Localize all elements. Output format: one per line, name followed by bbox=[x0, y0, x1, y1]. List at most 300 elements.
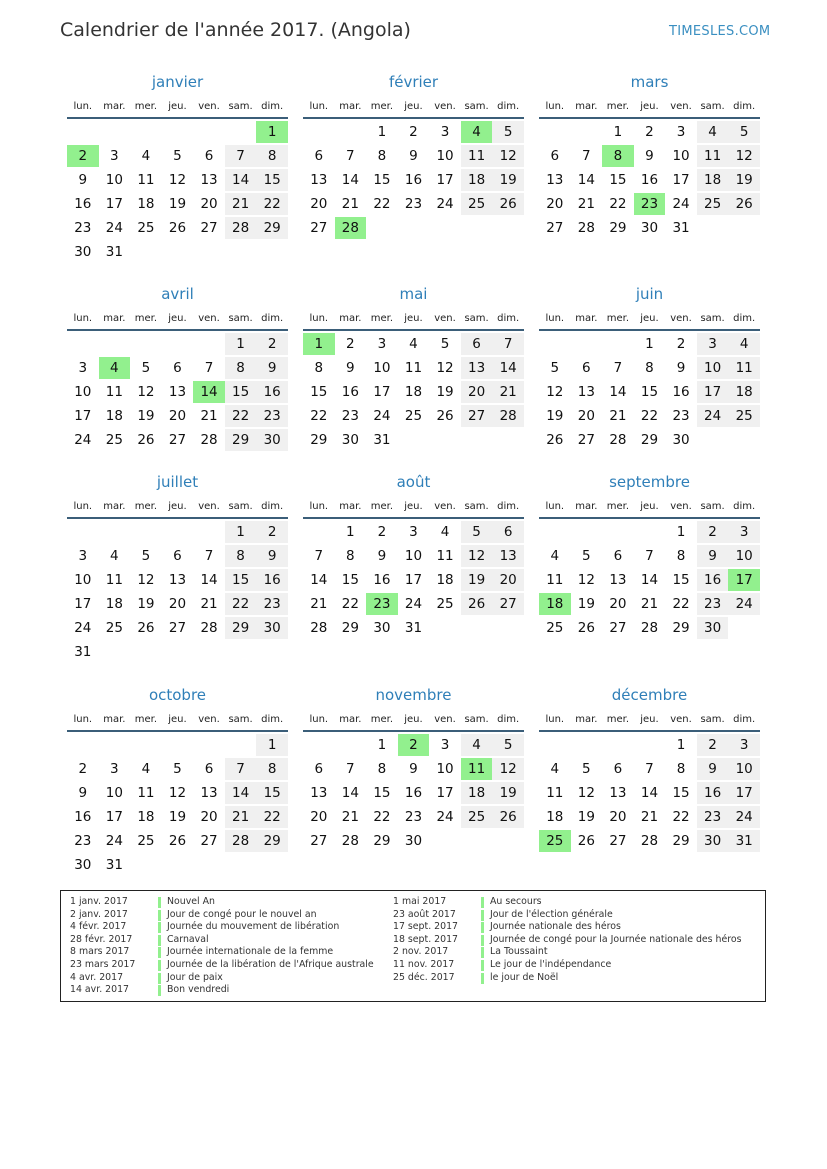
day-cell[interactable]: 12 bbox=[577, 785, 595, 801]
day-cell[interactable]: 15 bbox=[640, 384, 659, 400]
day-cell[interactable]: 29 bbox=[225, 429, 257, 451]
day-cell[interactable]: 2 bbox=[697, 521, 729, 543]
day-cell[interactable]: 19 bbox=[137, 408, 155, 424]
day-cell[interactable]: 26 bbox=[461, 593, 493, 615]
day-cell[interactable]: 16 bbox=[341, 384, 359, 400]
day-cell[interactable]: 15 bbox=[310, 384, 328, 400]
day-cell[interactable]: 19 bbox=[577, 596, 595, 612]
day-cell[interactable]: 15 bbox=[672, 572, 690, 588]
day-cell[interactable]: 3 bbox=[440, 737, 450, 753]
day-cell[interactable]: 24 bbox=[697, 405, 729, 427]
day-cell[interactable]: 31 bbox=[728, 830, 760, 852]
day-cell[interactable]: 12 bbox=[577, 572, 595, 588]
day-cell[interactable]: 2 bbox=[697, 734, 729, 756]
day-cell[interactable]: 17 bbox=[404, 572, 423, 588]
day-cell[interactable]: 21 bbox=[341, 196, 359, 212]
day-cell[interactable]: 8 bbox=[377, 148, 387, 164]
day-cell[interactable]: 5 bbox=[173, 761, 182, 777]
day-cell[interactable]: 26 bbox=[436, 408, 454, 424]
day-cell[interactable]: 22 bbox=[373, 809, 391, 825]
day-cell[interactable]: 2 bbox=[78, 761, 88, 777]
day-cell[interactable]: 11 bbox=[461, 145, 493, 167]
day-cell[interactable]: 24 bbox=[436, 196, 454, 212]
day-cell[interactable]: 8 bbox=[225, 545, 257, 567]
day-cell[interactable]: 3 bbox=[110, 148, 119, 164]
day-cell[interactable]: 2 bbox=[409, 124, 418, 140]
day-cell[interactable]: 9 bbox=[78, 785, 88, 801]
day-cell[interactable]: 5 bbox=[582, 548, 591, 564]
day-cell[interactable]: 18 bbox=[697, 169, 729, 191]
day-cell[interactable]: 4 bbox=[141, 761, 151, 777]
day-cell[interactable]: 27 bbox=[310, 220, 328, 236]
day-cell[interactable]: 28 bbox=[640, 620, 659, 636]
day-cell[interactable]: 13 bbox=[200, 785, 218, 801]
day-cell[interactable]: 22 bbox=[341, 596, 359, 612]
day-cell[interactable]: 27 bbox=[200, 220, 218, 236]
day-cell[interactable]: 10 bbox=[373, 360, 391, 376]
day-cell[interactable]: 9 bbox=[409, 761, 418, 777]
day-cell[interactable]: 17 bbox=[697, 381, 729, 403]
day-cell[interactable]: 10 bbox=[404, 548, 423, 564]
day-cell[interactable]: 26 bbox=[168, 220, 187, 236]
day-cell[interactable]: 29 bbox=[640, 432, 659, 448]
day-cell[interactable]: 27 bbox=[168, 620, 187, 636]
day-cell[interactable]: 7 bbox=[346, 761, 355, 777]
day-cell[interactable]: 13 bbox=[577, 384, 595, 400]
day-cell[interactable]: 26 bbox=[137, 432, 155, 448]
day-cell[interactable]: 14 bbox=[200, 572, 218, 588]
day-cell[interactable]: 10 bbox=[74, 384, 92, 400]
day-cell[interactable]: 5 bbox=[141, 548, 151, 564]
day-cell[interactable]: 20 bbox=[200, 809, 218, 825]
day-cell[interactable]: 19 bbox=[168, 196, 187, 212]
day-cell[interactable]: 7 bbox=[346, 148, 355, 164]
day-cell[interactable]: 5 bbox=[461, 521, 493, 543]
day-cell[interactable]: 19 bbox=[436, 384, 454, 400]
day-cell[interactable]: 27 bbox=[168, 432, 187, 448]
day-cell[interactable]: 25 bbox=[105, 620, 123, 636]
day-cell[interactable]: 6 bbox=[582, 360, 591, 376]
day-cell[interactable]: 10 bbox=[436, 148, 454, 164]
day-cell[interactable]: 10 bbox=[436, 761, 454, 777]
day-cell[interactable]: 4 bbox=[697, 121, 729, 143]
day-cell[interactable]: 28 bbox=[577, 220, 595, 236]
day-cell[interactable]: 12 bbox=[436, 360, 454, 376]
day-cell[interactable]: 17 bbox=[105, 809, 123, 825]
day-cell[interactable]: 26 bbox=[577, 620, 595, 636]
day-cell[interactable]: 25 bbox=[728, 405, 760, 427]
day-cell[interactable]: 16 bbox=[74, 196, 92, 212]
day-cell[interactable]: 21 bbox=[200, 596, 218, 612]
day-cell[interactable]: 1 bbox=[256, 121, 288, 143]
day-cell[interactable]: 14 bbox=[609, 384, 627, 400]
day-cell[interactable]: 26 bbox=[168, 833, 187, 849]
day-cell[interactable]: 6 bbox=[461, 333, 493, 355]
day-cell[interactable]: 31 bbox=[74, 644, 92, 660]
day-cell[interactable]: 18 bbox=[461, 169, 493, 191]
day-cell[interactable]: 5 bbox=[173, 148, 182, 164]
day-cell[interactable]: 3 bbox=[409, 524, 418, 540]
day-cell[interactable]: 12 bbox=[461, 545, 493, 567]
day-cell[interactable]: 11 bbox=[697, 145, 729, 167]
day-cell[interactable]: 23 bbox=[256, 405, 288, 427]
day-cell[interactable]: 17 bbox=[728, 782, 760, 804]
day-cell[interactable]: 28 bbox=[640, 833, 659, 849]
day-cell[interactable]: 21 bbox=[609, 408, 627, 424]
day-cell[interactable]: 30 bbox=[74, 244, 92, 260]
day-cell[interactable]: 28 bbox=[310, 620, 328, 636]
day-cell[interactable]: 3 bbox=[676, 124, 686, 140]
day-cell[interactable]: 31 bbox=[672, 220, 690, 236]
day-cell[interactable]: 4 bbox=[110, 548, 119, 564]
day-cell[interactable]: 30 bbox=[256, 617, 288, 639]
day-cell[interactable]: 15 bbox=[341, 572, 359, 588]
day-cell[interactable]: 10 bbox=[105, 785, 123, 801]
day-cell[interactable]: 30 bbox=[373, 620, 391, 636]
day-cell[interactable]: 24 bbox=[404, 596, 423, 612]
day-cell[interactable]: 1 bbox=[676, 737, 686, 753]
day-cell[interactable]: 29 bbox=[609, 220, 627, 236]
day-cell[interactable]: 7 bbox=[492, 333, 524, 355]
day-cell[interactable]: 9 bbox=[645, 148, 654, 164]
day-cell[interactable]: 28 bbox=[335, 217, 367, 239]
day-cell[interactable]: 1 bbox=[377, 124, 387, 140]
day-cell[interactable]: 17 bbox=[672, 172, 690, 188]
day-cell[interactable]: 13 bbox=[609, 785, 627, 801]
day-cell[interactable]: 13 bbox=[310, 785, 328, 801]
day-cell[interactable]: 8 bbox=[256, 145, 288, 167]
day-cell[interactable]: 9 bbox=[377, 548, 387, 564]
day-cell[interactable]: 20 bbox=[546, 196, 564, 212]
day-cell[interactable]: 22 bbox=[672, 809, 690, 825]
day-cell[interactable]: 7 bbox=[314, 548, 324, 564]
day-cell[interactable]: 15 bbox=[609, 172, 627, 188]
day-cell[interactable]: 12 bbox=[137, 572, 155, 588]
day-cell[interactable]: 15 bbox=[225, 569, 257, 591]
day-cell[interactable]: 8 bbox=[314, 360, 324, 376]
day-cell[interactable]: 4 bbox=[461, 734, 493, 756]
day-cell[interactable]: 25 bbox=[404, 408, 423, 424]
day-cell[interactable]: 2 bbox=[67, 145, 99, 167]
day-cell[interactable]: 16 bbox=[256, 569, 288, 591]
day-cell[interactable]: 23 bbox=[697, 593, 729, 615]
day-cell[interactable]: 12 bbox=[137, 384, 155, 400]
day-cell[interactable]: 25 bbox=[436, 596, 454, 612]
day-cell[interactable]: 27 bbox=[461, 405, 493, 427]
day-cell[interactable]: 5 bbox=[492, 734, 524, 756]
day-cell[interactable]: 11 bbox=[105, 384, 123, 400]
day-cell[interactable]: 26 bbox=[728, 193, 760, 215]
day-cell[interactable]: 22 bbox=[640, 408, 659, 424]
day-cell[interactable]: 6 bbox=[613, 761, 623, 777]
day-cell[interactable]: 22 bbox=[373, 196, 391, 212]
day-cell[interactable]: 2 bbox=[645, 124, 654, 140]
day-cell[interactable]: 4 bbox=[728, 333, 760, 355]
day-cell[interactable]: 8 bbox=[256, 758, 288, 780]
day-cell[interactable]: 22 bbox=[609, 196, 627, 212]
day-cell[interactable]: 1 bbox=[225, 333, 257, 355]
day-cell[interactable]: 5 bbox=[550, 360, 560, 376]
day-cell[interactable]: 18 bbox=[461, 782, 493, 804]
day-cell[interactable]: 20 bbox=[577, 408, 595, 424]
day-cell[interactable]: 23 bbox=[404, 809, 423, 825]
day-cell[interactable]: 15 bbox=[256, 782, 288, 804]
day-cell[interactable]: 10 bbox=[105, 172, 123, 188]
day-cell[interactable]: 13 bbox=[461, 357, 493, 379]
day-cell[interactable]: 13 bbox=[310, 172, 328, 188]
day-cell[interactable]: 18 bbox=[105, 596, 123, 612]
day-cell[interactable]: 24 bbox=[728, 593, 760, 615]
day-cell[interactable]: 27 bbox=[577, 432, 595, 448]
day-cell[interactable]: 22 bbox=[256, 806, 288, 828]
day-cell[interactable]: 27 bbox=[609, 620, 627, 636]
day-cell[interactable]: 3 bbox=[78, 548, 88, 564]
day-cell[interactable]: 21 bbox=[225, 806, 257, 828]
day-cell[interactable]: 20 bbox=[609, 596, 627, 612]
day-cell[interactable]: 6 bbox=[492, 521, 524, 543]
day-cell[interactable]: 21 bbox=[577, 196, 595, 212]
day-cell[interactable]: 24 bbox=[74, 620, 92, 636]
day-cell[interactable]: 2 bbox=[346, 336, 355, 352]
day-cell[interactable]: 25 bbox=[105, 432, 123, 448]
day-cell[interactable]: 30 bbox=[672, 432, 690, 448]
day-cell[interactable]: 4 bbox=[141, 148, 151, 164]
day-cell[interactable]: 17 bbox=[74, 408, 92, 424]
day-cell[interactable]: 18 bbox=[137, 809, 155, 825]
day-cell[interactable]: 17 bbox=[373, 384, 391, 400]
day-cell[interactable]: 14 bbox=[640, 785, 659, 801]
day-cell[interactable]: 18 bbox=[404, 384, 423, 400]
day-cell[interactable]: 29 bbox=[256, 830, 288, 852]
day-cell[interactable]: 25 bbox=[137, 220, 155, 236]
day-cell[interactable]: 30 bbox=[640, 220, 659, 236]
day-cell[interactable]: 23 bbox=[256, 593, 288, 615]
day-cell[interactable]: 8 bbox=[676, 761, 686, 777]
day-cell[interactable]: 23 bbox=[404, 196, 423, 212]
day-cell[interactable]: 22 bbox=[225, 593, 257, 615]
day-cell[interactable]: 16 bbox=[256, 381, 288, 403]
day-cell[interactable]: 5 bbox=[141, 360, 151, 376]
day-cell[interactable]: 15 bbox=[373, 785, 391, 801]
day-cell[interactable]: 13 bbox=[492, 545, 524, 567]
day-cell[interactable]: 19 bbox=[168, 809, 187, 825]
day-cell[interactable]: 30 bbox=[74, 857, 92, 873]
day-cell[interactable]: 24 bbox=[436, 809, 454, 825]
day-cell[interactable]: 9 bbox=[78, 172, 88, 188]
day-cell[interactable]: 7 bbox=[645, 548, 654, 564]
day-cell[interactable]: 6 bbox=[204, 761, 214, 777]
day-cell[interactable]: 5 bbox=[492, 121, 524, 143]
day-cell[interactable]: 18 bbox=[546, 809, 564, 825]
day-cell[interactable]: 4 bbox=[550, 548, 560, 564]
day-cell[interactable]: 21 bbox=[310, 596, 328, 612]
day-cell[interactable]: 2 bbox=[256, 333, 288, 355]
day-cell[interactable]: 12 bbox=[168, 172, 187, 188]
day-cell[interactable]: 12 bbox=[168, 785, 187, 801]
day-cell[interactable]: 6 bbox=[550, 148, 560, 164]
day-cell[interactable]: 22 bbox=[256, 193, 288, 215]
day-cell[interactable]: 10 bbox=[697, 357, 729, 379]
day-cell[interactable]: 11 bbox=[546, 572, 564, 588]
day-cell[interactable]: 4 bbox=[461, 121, 493, 143]
day-cell[interactable]: 1 bbox=[613, 124, 623, 140]
day-cell[interactable]: 14 bbox=[341, 172, 359, 188]
day-cell[interactable]: 14 bbox=[492, 357, 524, 379]
day-cell[interactable]: 14 bbox=[310, 572, 328, 588]
day-cell[interactable]: 5 bbox=[582, 761, 591, 777]
day-cell[interactable]: 9 bbox=[697, 545, 729, 567]
day-cell[interactable]: 26 bbox=[137, 620, 155, 636]
day-cell[interactable]: 16 bbox=[74, 809, 92, 825]
day-cell[interactable]: 14 bbox=[193, 381, 225, 403]
day-cell[interactable]: 23 bbox=[74, 220, 92, 236]
day-cell[interactable]: 4 bbox=[440, 524, 450, 540]
day-cell[interactable]: 31 bbox=[373, 432, 391, 448]
day-cell[interactable]: 2 bbox=[398, 734, 430, 756]
day-cell[interactable]: 11 bbox=[546, 785, 564, 801]
day-cell[interactable]: 22 bbox=[225, 405, 257, 427]
day-cell[interactable]: 15 bbox=[256, 169, 288, 191]
day-cell[interactable]: 1 bbox=[676, 524, 686, 540]
day-cell[interactable]: 29 bbox=[341, 620, 359, 636]
day-cell[interactable]: 3 bbox=[697, 333, 729, 355]
day-cell[interactable]: 13 bbox=[609, 572, 627, 588]
day-cell[interactable]: 3 bbox=[728, 734, 760, 756]
day-cell[interactable]: 26 bbox=[577, 833, 595, 849]
day-cell[interactable]: 16 bbox=[404, 172, 423, 188]
day-cell[interactable]: 23 bbox=[366, 593, 398, 615]
day-cell[interactable]: 29 bbox=[373, 833, 391, 849]
day-cell[interactable]: 19 bbox=[492, 782, 524, 804]
day-cell[interactable]: 21 bbox=[200, 408, 218, 424]
day-cell[interactable]: 28 bbox=[200, 432, 218, 448]
day-cell[interactable]: 14 bbox=[341, 785, 359, 801]
day-cell[interactable]: 7 bbox=[645, 761, 654, 777]
day-cell[interactable]: 6 bbox=[314, 761, 324, 777]
day-cell[interactable]: 12 bbox=[546, 384, 564, 400]
day-cell[interactable]: 18 bbox=[105, 408, 123, 424]
day-cell[interactable]: 23 bbox=[341, 408, 359, 424]
day-cell[interactable]: 14 bbox=[640, 572, 659, 588]
day-cell[interactable]: 29 bbox=[225, 617, 257, 639]
day-cell[interactable]: 22 bbox=[672, 596, 690, 612]
day-cell[interactable]: 20 bbox=[168, 408, 187, 424]
day-cell[interactable]: 19 bbox=[728, 169, 760, 191]
day-cell[interactable]: 13 bbox=[168, 572, 187, 588]
day-cell[interactable]: 7 bbox=[225, 145, 257, 167]
day-cell[interactable]: 18 bbox=[539, 593, 571, 615]
day-cell[interactable]: 12 bbox=[492, 758, 524, 780]
day-cell[interactable]: 13 bbox=[546, 172, 564, 188]
day-cell[interactable]: 24 bbox=[728, 806, 760, 828]
day-cell[interactable]: 21 bbox=[341, 809, 359, 825]
day-cell[interactable]: 26 bbox=[546, 432, 564, 448]
day-cell[interactable]: 28 bbox=[492, 405, 524, 427]
day-cell[interactable]: 9 bbox=[256, 357, 288, 379]
day-cell[interactable]: 23 bbox=[634, 193, 666, 215]
day-cell[interactable]: 20 bbox=[609, 809, 627, 825]
day-cell[interactable]: 7 bbox=[582, 148, 591, 164]
day-cell[interactable]: 23 bbox=[697, 806, 729, 828]
day-cell[interactable]: 1 bbox=[645, 336, 654, 352]
day-cell[interactable]: 11 bbox=[461, 758, 493, 780]
day-cell[interactable]: 27 bbox=[310, 833, 328, 849]
day-cell[interactable]: 1 bbox=[377, 737, 387, 753]
day-cell[interactable]: 27 bbox=[200, 833, 218, 849]
day-cell[interactable]: 17 bbox=[74, 596, 92, 612]
day-cell[interactable]: 11 bbox=[137, 172, 155, 188]
day-cell[interactable]: 29 bbox=[672, 620, 690, 636]
day-cell[interactable]: 17 bbox=[436, 172, 454, 188]
day-cell[interactable]: 8 bbox=[346, 548, 355, 564]
day-cell[interactable]: 7 bbox=[204, 548, 214, 564]
day-cell[interactable]: 18 bbox=[728, 381, 760, 403]
day-cell[interactable]: 16 bbox=[373, 572, 391, 588]
day-cell[interactable]: 20 bbox=[200, 196, 218, 212]
day-cell[interactable]: 20 bbox=[310, 196, 328, 212]
day-cell[interactable]: 16 bbox=[672, 384, 690, 400]
day-cell[interactable]: 3 bbox=[728, 521, 760, 543]
day-cell[interactable]: 15 bbox=[373, 172, 391, 188]
day-cell[interactable]: 10 bbox=[728, 758, 760, 780]
day-cell[interactable]: 25 bbox=[539, 830, 571, 852]
day-cell[interactable]: 17 bbox=[436, 785, 454, 801]
day-cell[interactable]: 1 bbox=[256, 734, 288, 756]
day-cell[interactable]: 12 bbox=[492, 145, 524, 167]
day-cell[interactable]: 18 bbox=[137, 196, 155, 212]
day-cell[interactable]: 25 bbox=[137, 833, 155, 849]
day-cell[interactable]: 6 bbox=[613, 548, 623, 564]
day-cell[interactable]: 10 bbox=[728, 545, 760, 567]
day-cell[interactable]: 6 bbox=[173, 548, 182, 564]
day-cell[interactable]: 21 bbox=[225, 193, 257, 215]
day-cell[interactable]: 9 bbox=[697, 758, 729, 780]
day-cell[interactable]: 30 bbox=[404, 833, 423, 849]
day-cell[interactable]: 4 bbox=[550, 761, 560, 777]
day-cell[interactable]: 25 bbox=[461, 806, 493, 828]
day-cell[interactable]: 26 bbox=[492, 193, 524, 215]
day-cell[interactable]: 18 bbox=[436, 572, 454, 588]
day-cell[interactable]: 23 bbox=[672, 408, 690, 424]
day-cell[interactable]: 6 bbox=[173, 360, 182, 376]
day-cell[interactable]: 16 bbox=[697, 782, 729, 804]
day-cell[interactable]: 3 bbox=[440, 124, 450, 140]
day-cell[interactable]: 20 bbox=[492, 569, 524, 591]
day-cell[interactable]: 22 bbox=[310, 408, 328, 424]
day-cell[interactable]: 14 bbox=[225, 169, 257, 191]
day-cell[interactable]: 24 bbox=[373, 408, 391, 424]
day-cell[interactable]: 20 bbox=[168, 596, 187, 612]
day-cell[interactable]: 30 bbox=[256, 429, 288, 451]
day-cell[interactable]: 25 bbox=[546, 620, 564, 636]
day-cell[interactable]: 9 bbox=[676, 360, 686, 376]
day-cell[interactable]: 16 bbox=[640, 172, 659, 188]
day-cell[interactable]: 24 bbox=[74, 432, 92, 448]
day-cell[interactable]: 1 bbox=[303, 333, 335, 355]
day-cell[interactable]: 6 bbox=[204, 148, 214, 164]
day-cell[interactable]: 15 bbox=[225, 381, 257, 403]
day-cell[interactable]: 29 bbox=[256, 217, 288, 239]
day-cell[interactable]: 31 bbox=[404, 620, 423, 636]
day-cell[interactable]: 8 bbox=[377, 761, 387, 777]
day-cell[interactable]: 28 bbox=[341, 833, 359, 849]
day-cell[interactable]: 2 bbox=[256, 521, 288, 543]
day-cell[interactable]: 31 bbox=[105, 244, 123, 260]
day-cell[interactable]: 25 bbox=[461, 193, 493, 215]
day-cell[interactable]: 19 bbox=[546, 408, 564, 424]
day-cell[interactable]: 15 bbox=[672, 785, 690, 801]
day-cell[interactable]: 9 bbox=[256, 545, 288, 567]
